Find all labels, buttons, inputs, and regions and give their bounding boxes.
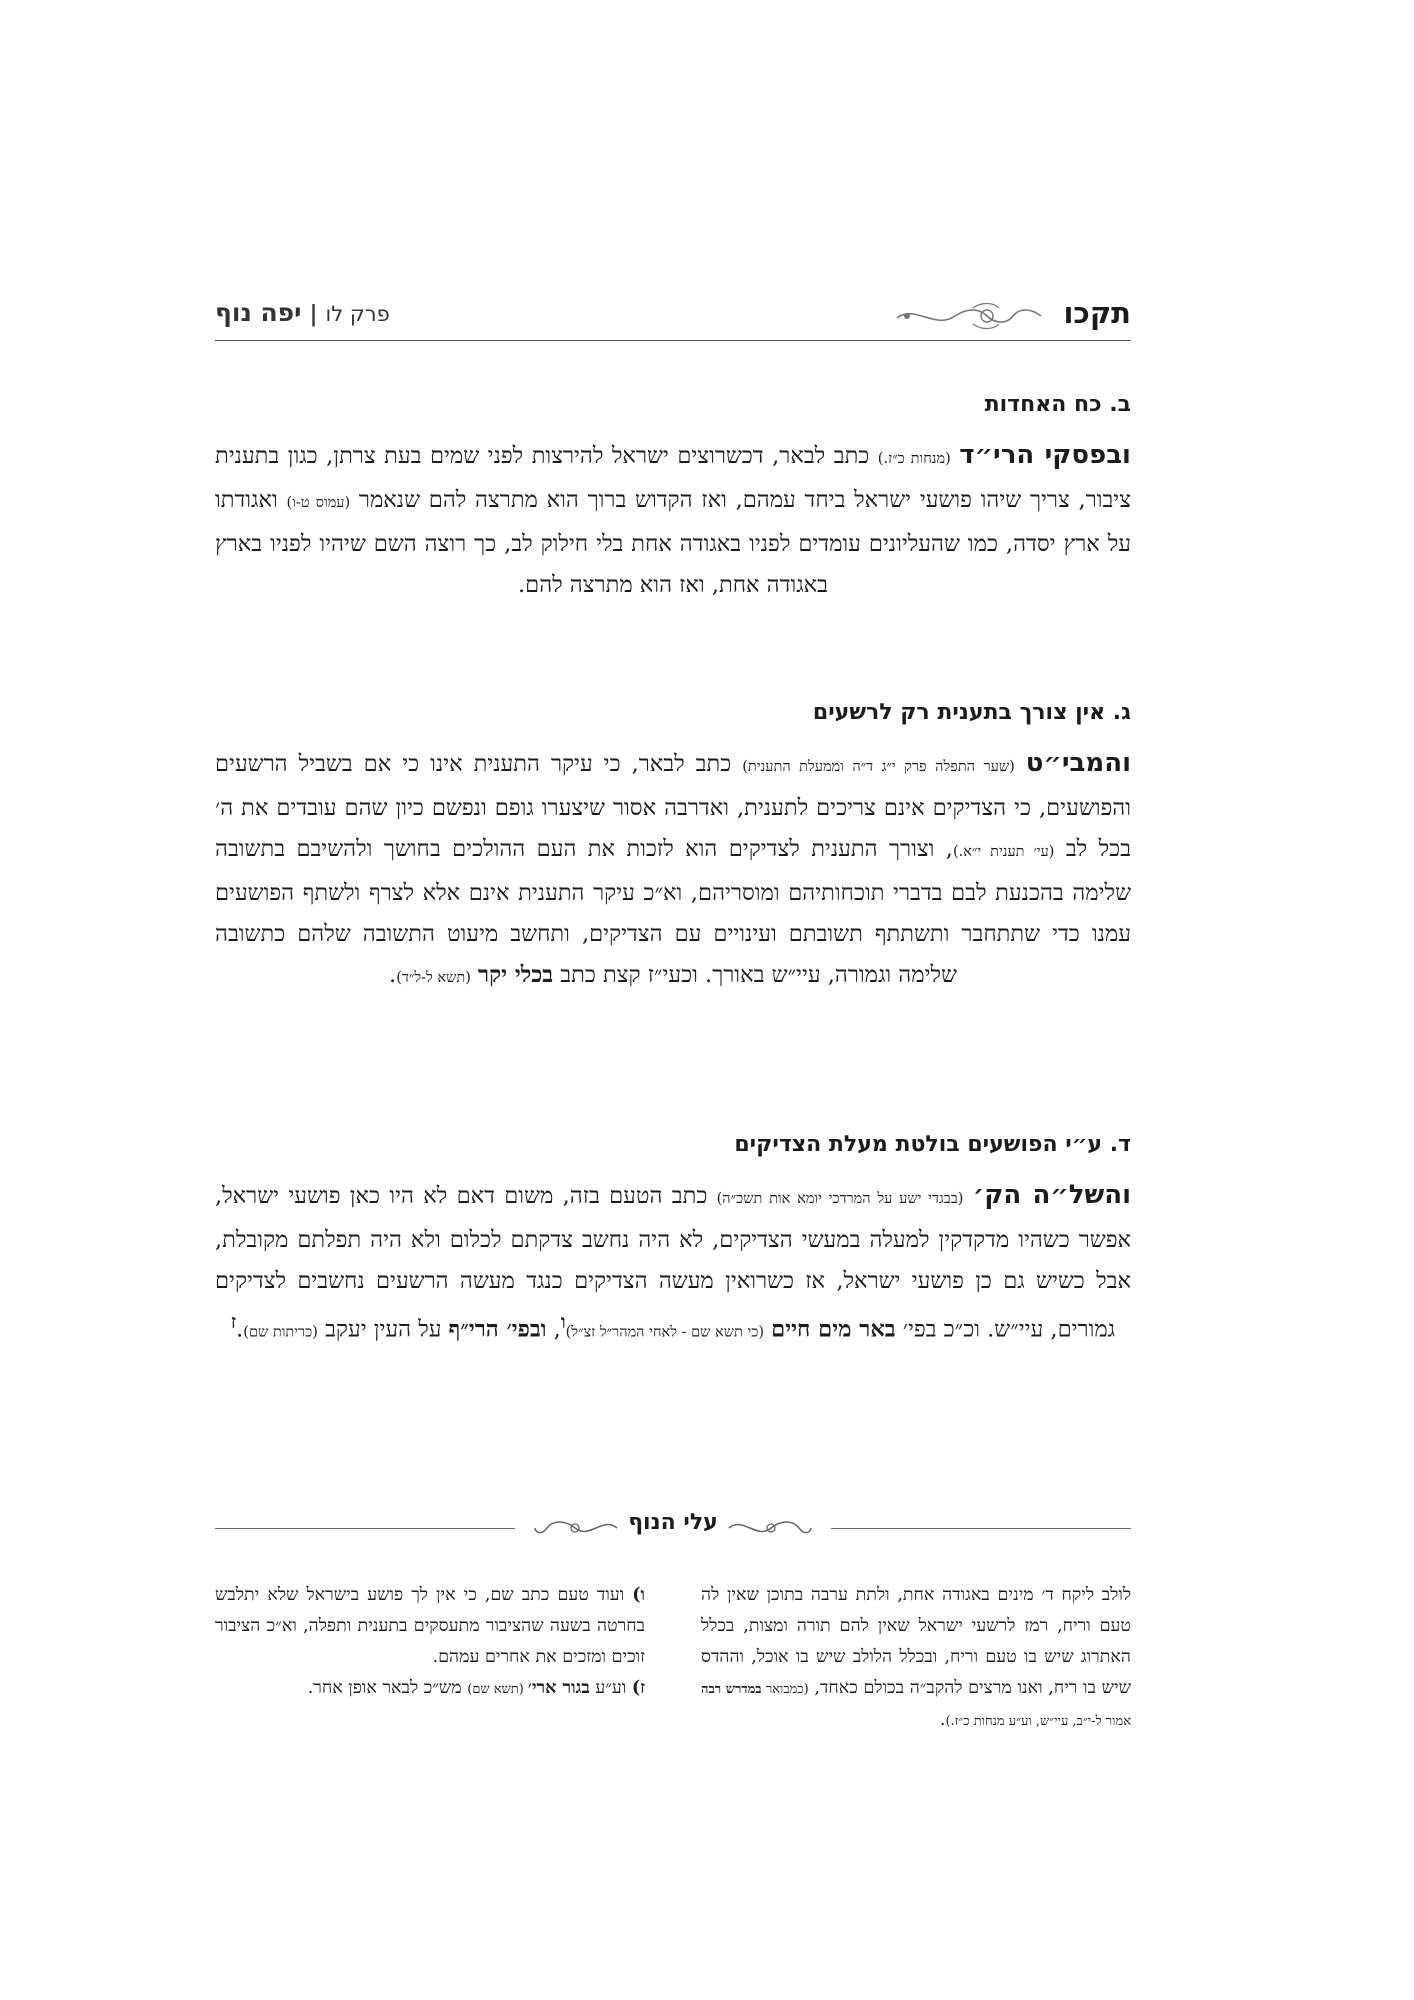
bold-reference: במדרש רבה (701, 1682, 762, 1697)
source-citation: (בבגדי ישע על המרדכי יומא אות תשכ״ה) (716, 1191, 964, 1207)
separator: | (309, 301, 318, 327)
bold-reference: בגור ארי׳ (527, 1678, 590, 1698)
lead-word: והשל״ה הק׳ (972, 1180, 1131, 1210)
running-title (215, 298, 390, 327)
lead-word: ובפסקי הרי״ד (959, 440, 1131, 470)
note-marker[interactable]: ו (560, 1311, 566, 1333)
bold-reference: ובפי׳ הרי״ף (448, 1316, 547, 1343)
source-citation: אמור ל-י״ב, עיי״ש, וע״ע מנחות כ״ז.) (945, 1714, 1131, 1729)
source-citation: (תשא ל-ל״ד) (396, 970, 471, 986)
source-citation: (מנחות כ״ז.) (877, 451, 951, 467)
footnote-6 (215, 1580, 645, 1673)
section-b (215, 392, 1131, 606)
body-text: כתב לבאר, דכשרוצים ישראל להירצות לפני שמים בעת צרתן, כגון בתענית ציבור, צריך שיהו פושעי ישראל ביחד עמהם, ואז הקדוש ברוך הוא מתרצה להם שנאמר (215, 443, 1131, 513)
source-citation: (תשא שם) (467, 1682, 528, 1697)
source-citation: (כריתות שם) (243, 1324, 318, 1341)
section-body (215, 1175, 1131, 1354)
note-marker[interactable]: ז (230, 1311, 237, 1333)
footnotes (215, 1580, 1131, 1830)
footnote-body: . (939, 1710, 946, 1730)
body-text: על העין יעקב (317, 1316, 449, 1343)
body-text: כתב לבאר, כי עיקר התענית אינו כי אם בשביל הרשעים והפושעים, כי הצדיקים אינם צריכים לתענית, ואדרבה אסור שיצערו גופם ונפשם כיון שהם עובדים את ה׳ בכל לב (215, 751, 1131, 862)
source-citation: (כמבואר (761, 1682, 809, 1697)
footnote-column-right (701, 1580, 1131, 1737)
swirl-ornament-icon (533, 1514, 619, 1542)
footnote-body: מש״כ לבאר אופן אחר. (307, 1678, 468, 1698)
source-citation: (עמוס ט-ו) (286, 495, 351, 511)
section-heading: ד. ע״י הפושעים בולטת מעלת הצדיקים (734, 1132, 1131, 1157)
body-text: . (389, 962, 397, 988)
footnote-text (701, 1580, 1131, 1737)
page-number: תקכו (1063, 296, 1131, 330)
running-head (215, 296, 1131, 341)
book-page (215, 0, 1131, 2000)
notes-divider (215, 1508, 1131, 1548)
bold-reference: בכלי יקר (478, 962, 554, 988)
body-text: , וצורך התענית לצדיקים הוא לזכות את העם ההולכים בחושך ולהשיבם בתשובה שלימה בהכנעת לבם בדברי תוכחותיהם ומוסריהם, וא״כ עיקר התענית אינם אלא לצרף ולשתף הפושעים עמנו כדי שתתחבר ותשתתף תשובתם ועינויים עם הצדיקים, ותחשב מיעוט התשובה שלהם כתשובה שלימה וגמורה, עיי״ש באורך. וכעי״ז קצת כתב (215, 836, 1131, 988)
footnote-column-left (215, 1580, 645, 1705)
source-citation: (כי תשא שם - לאחי המהר״ל זצ״ל) (565, 1324, 765, 1341)
section-body (215, 435, 1131, 606)
ornament-flourish-icon (895, 300, 1045, 332)
notes-title: עלי הנוף (628, 1510, 718, 1535)
body-text: . (236, 1316, 244, 1343)
section-heading: ב. כח האחדות (984, 392, 1131, 417)
body-text: , (546, 1316, 561, 1343)
source-citation: (עי׳ תענית י״א.) (952, 844, 1055, 860)
footnote-marker: ו) (632, 1585, 645, 1605)
section-body (215, 743, 1131, 999)
divider-line (215, 1528, 515, 1529)
chapter-label: פרק לו (325, 302, 390, 326)
lead-word: והמבי״ט (1025, 748, 1131, 778)
footnote-marker: ז) (631, 1678, 645, 1698)
footnote-body: ועוד טעם כתב שם, כי אין לך פושע בישראל שלא יתלבש בחרטה בשעה שהציבור מתעסקים בתענית ותפלה, וא״כ הציבור זוכים ומזכים את אחרים עמהם. (215, 1585, 645, 1667)
book-title: יפה נוף (215, 298, 302, 327)
footnote-7 (215, 1673, 645, 1705)
source-citation: (שער התפלה פרק י״ג ד״ה וממעלת התענית) (742, 759, 1015, 775)
body-text: ואגודתו על ארץ יסדה, כמו שהעליונים עומדים לפניו באגודה אחת בלי חילוק לב, כך רוצה השם שיהיו לפניו בארץ באגודה אחת, ואז הוא מתרצה להם. (215, 487, 1131, 598)
section-heading: ג. אין צורך בתענית רק לרשעים (812, 700, 1131, 725)
section-d (215, 1132, 1131, 1354)
body-text: כתב הטעם בזה, משום דאם לא היו כאן פושעי ישראל, אפשר כשהיו מדקדקין למעלה במעשי הצדיקים, לא היה נחשב צדקתם לכלום ולא היה תפלתם מקובלת, אבל כשיש גם כן פושעי ישראל, אז כשרואין מעשה הצדיקים כנגד מעשה הרשעים נחשבים לצדיקים גמורים, עיי״ש. וכ״כ בפי׳ (215, 1183, 1131, 1343)
footnote-body: וע״ע (589, 1678, 632, 1698)
footnote-body: לולב ליקח ד׳ מינים באגודה אחת, ולתת ערבה בתוכן שאין לה טעם וריח, רמז לרשעי ישראל שאין להם תורה ומצות, בכלל האתרוג שיש בו טעם וריח, ובכלל הלולב שיש בו אוכל, וההדס שיש בו ריח, ואנו מרצים להקב״ה בכולם כאחד, (701, 1585, 1131, 1698)
bold-reference: באר מים חיים (771, 1316, 896, 1343)
section-g (215, 700, 1131, 999)
